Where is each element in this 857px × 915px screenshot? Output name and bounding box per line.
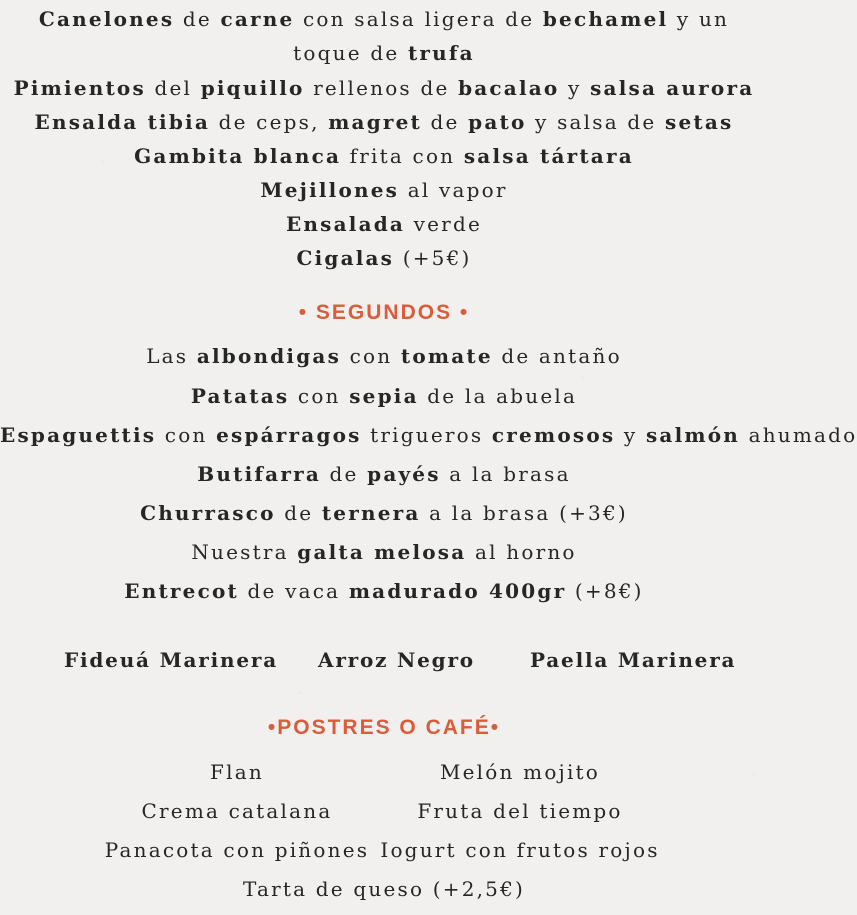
shared-dish-2: Arroz Negro [318, 648, 475, 672]
segundo-text-part: de vaca [238, 579, 349, 603]
segundo-text-part: con [156, 423, 217, 447]
starter-text-part: con salsa ligera de [294, 7, 543, 31]
segundo-line-butifarra [0, 463, 768, 485]
segundo-text-part: salmón [645, 423, 741, 447]
starter-text-part: frita con [341, 144, 464, 168]
segundo-text-part: galta melosa [297, 540, 467, 564]
segundo-text-part: sepia [349, 384, 419, 408]
dessert-item-left: Crema catalana [141, 799, 333, 823]
segundo-text-part: de [275, 501, 322, 525]
segundo-text-part: payés [367, 462, 441, 486]
segundo-text-part: Entrecot [124, 579, 239, 603]
starter-line-mejillones [0, 179, 768, 201]
starter-text-part: salsa aurora [590, 76, 755, 100]
dessert-item-left: Panacota con piñones [104, 838, 370, 862]
dessert-row-3 [0, 838, 768, 876]
segundo-text-part: albondigas [196, 344, 342, 368]
segundo-line-entrecot [0, 580, 768, 602]
dessert-item-right: Fruta del tiempo [417, 799, 623, 823]
starter-text-part: de [422, 110, 469, 134]
starter-text-part: y [559, 76, 591, 100]
starter-text-part: piquillo [200, 76, 305, 100]
segundo-text-part: y [615, 423, 646, 447]
segundo-text-part: a la brasa (+3€) [420, 501, 628, 525]
segundo-text-part: Butifarra [197, 462, 321, 486]
starter-text-part: al vapor [399, 178, 508, 202]
starter-text-part: de [174, 7, 221, 31]
starter-line-cigalas [0, 247, 768, 269]
segundo-text-part: Nuestra [191, 540, 298, 564]
segundo-text-part: madurado 400gr [348, 579, 567, 603]
starter-text-part: Ensalda tibia [34, 110, 211, 134]
starter-line-ensalda [0, 111, 768, 133]
starter-line-ensalada-verde [0, 213, 768, 235]
starter-text-part: Cigalas [296, 246, 395, 270]
dessert-item-left: Flan [210, 760, 264, 784]
segundo-text-part: Espaguettis [0, 423, 157, 447]
segundo-text-part: cremosos [491, 423, 616, 447]
segundo-line-espaguettis [0, 423, 857, 447]
starter-text-part: carne [220, 7, 295, 31]
segundo-text-part: de antaño [492, 344, 622, 368]
starter-line-pimientos [0, 77, 768, 99]
segundo-text-part: espárragos [216, 423, 362, 447]
starter-text-part: setas [665, 110, 734, 134]
starter-text-part: pato [468, 110, 527, 134]
starter-line-gambita [0, 145, 768, 167]
dessert-row-1 [0, 760, 768, 798]
segundo-text-part: con [341, 344, 401, 368]
desserts-heading: •POSTRES O CAFÉ• [267, 716, 501, 739]
starter-text-part: de ceps, [210, 110, 329, 134]
starter-text-part: y salsa de [526, 110, 666, 134]
starter-text-part: Canelones [38, 7, 175, 31]
starter-text-part: y un [668, 7, 730, 31]
starter-text-part: salsa tártara [463, 144, 634, 168]
starter-text-part: del [145, 76, 201, 100]
starter-line-canelones-1 [0, 8, 768, 30]
starter-text-part: (+5€) [394, 246, 472, 270]
dessert-row-2 [0, 799, 768, 837]
starter-text-part: bechamel [542, 7, 669, 31]
shared-dish-3: Paella Marinera [530, 648, 737, 672]
segundo-text-part: al horno [466, 540, 577, 564]
dessert-row-4 [0, 877, 768, 915]
starter-text-part: rellenos de [304, 76, 459, 100]
segundo-text-part: de [320, 462, 368, 486]
segundos-heading: • SEGUNDOS • [298, 301, 470, 324]
segundo-text-part: a la brasa [440, 462, 571, 486]
segundo-text-part: con [289, 384, 350, 408]
segundo-line-patatas [0, 385, 768, 407]
segundo-text-part: ternera [321, 501, 421, 525]
segundo-text-part: de la abuela [418, 384, 578, 408]
starter-text-part: Ensalada [285, 212, 406, 236]
dessert-item-right: Iogurt con frutos rojos [380, 838, 660, 862]
segundo-text-part: (+8€) [566, 579, 644, 603]
starter-text-part: Mejillones [260, 178, 400, 202]
segundo-text-part: ahumado [740, 423, 857, 447]
starter-text-part: magret [328, 110, 422, 134]
shared-dish-1: Fideuá Marinera [64, 648, 278, 672]
starter-text-part: verde [405, 212, 482, 236]
segundo-text-part: Patatas [190, 384, 290, 408]
segundo-text-part: Churrasco [140, 501, 276, 525]
starter-text-part: bacalao [458, 76, 560, 100]
starter-text-part: Pimientos [13, 76, 146, 100]
starter-text-part: Gambita blanca [134, 144, 342, 168]
segundo-text-part: trigueros [361, 423, 492, 447]
starter-line-canelones-2 [0, 42, 768, 64]
segundo-text-part: tomate [400, 344, 493, 368]
starter-text-part: trufa [407, 41, 475, 65]
segundo-line-albondigas [0, 345, 768, 367]
segundo-text-part: Las [146, 344, 197, 368]
starter-text-part: toque de [293, 41, 408, 65]
segundo-line-churrasco [0, 502, 768, 524]
dessert-item-center: Tarta de queso (+2,5€) [242, 877, 526, 901]
dessert-item-right: Melón mojito [439, 760, 601, 784]
segundo-line-galta [0, 541, 768, 563]
